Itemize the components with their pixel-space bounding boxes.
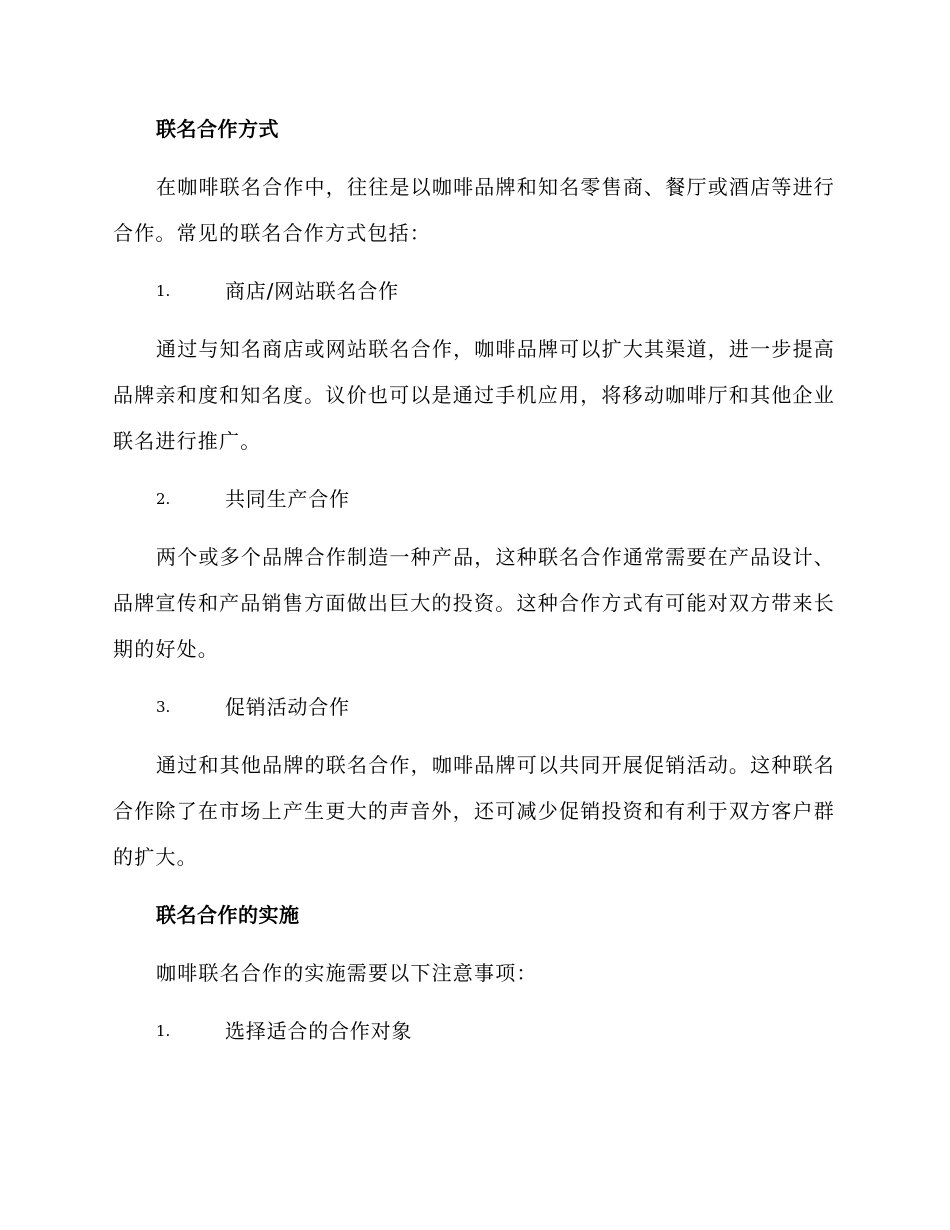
list-number: 2. [156,490,171,508]
list-item [113,268,835,314]
list-item [113,1008,835,1054]
list-item-title: 商店/网站联名合作 [225,279,399,303]
list-item [113,684,835,730]
list-number: 3. [156,698,171,716]
list-item-title: 促销活动合作 [225,695,350,719]
section-intro: 在咖啡联名合作中，往往是以咖啡品牌和知名零售商、餐厅或酒店等进行合作。常见的联名合作方式包括： [113,175,835,245]
section-intro: 咖啡联名合作的实施需要以下注意事项： [156,961,538,985]
list-item [113,476,835,522]
section-heading: 联名合作的实施 [156,903,300,927]
list-item-body: 两个或多个品牌合作制造一种产品，这种联名合作通常需要在产品设计、品牌宣传和产品销售方面做出巨大的投资。这种合作方式有可能对双方带来长期的好处。 [113,545,835,661]
list-item-title: 选择适合的合作对象 [225,1019,413,1043]
list-number: 1. [156,282,171,300]
list-number: 1. [156,1022,171,1040]
section-heading: 联名合作方式 [156,117,279,141]
list-item-body: 通过和其他品牌的联名合作，咖啡品牌可以共同开展促销活动。这种联名合作除了在市场上产生更大的声音外，还可减少促销投资和有利于双方客户群的扩大。 [113,753,835,869]
list-item-body: 通过与知名商店或网站联名合作，咖啡品牌可以扩大其渠道，进一步提高品牌亲和度和知名度。议价也可以是通过手机应用，将移动咖啡厅和其他企业联名进行推广。 [113,337,835,453]
list-item-title: 共同生产合作 [225,487,350,511]
document-content [113,106,835,1066]
